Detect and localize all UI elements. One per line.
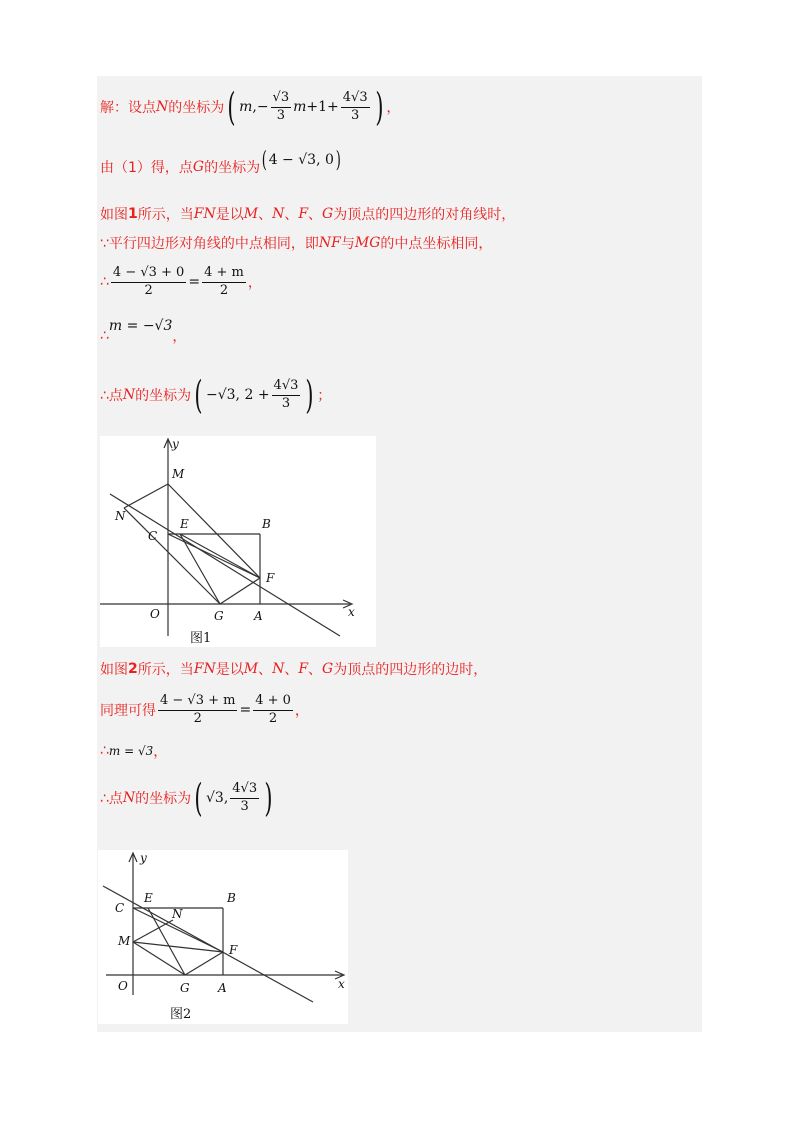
punct: ， xyxy=(247,275,262,291)
numerator: 4 − √3 + m xyxy=(158,694,237,711)
fraction xyxy=(158,694,237,727)
equals: = xyxy=(239,702,252,718)
label-n: N xyxy=(172,907,183,921)
figure-2-diagram xyxy=(98,850,348,1024)
var-m: m xyxy=(293,99,307,115)
therefore: ∴ xyxy=(100,743,109,759)
label-o: O xyxy=(118,979,128,993)
equation: m = √3 xyxy=(108,744,154,758)
label-y: y xyxy=(172,437,179,451)
denominator: 3 xyxy=(276,107,285,123)
coord-expression: ( √3, $\frac{4√3}{3}$ ) xyxy=(194,776,273,820)
label-o: O xyxy=(150,607,160,621)
text: 1 xyxy=(128,206,138,222)
var: MG xyxy=(354,235,381,251)
therefore: ∴ xyxy=(100,274,109,290)
fraction xyxy=(230,782,259,815)
text: 、 xyxy=(258,207,273,223)
denominator: 3 xyxy=(351,107,360,123)
label-x: x xyxy=(348,605,355,619)
text: ∴点 xyxy=(100,388,123,404)
fraction xyxy=(272,379,301,412)
var: G xyxy=(322,206,334,222)
line-6 xyxy=(100,315,186,343)
segment-gf xyxy=(220,578,260,604)
var-g: G xyxy=(192,159,205,175)
line-2 xyxy=(100,147,342,182)
label-g: G xyxy=(180,981,190,995)
line-3 xyxy=(100,203,515,225)
label-f: F xyxy=(229,943,238,957)
line-10 xyxy=(100,738,167,764)
label-c: C xyxy=(148,529,158,543)
text: 如图 xyxy=(100,662,128,678)
numerator: 4√3 xyxy=(230,782,259,799)
label-y: y xyxy=(140,851,147,865)
fraction xyxy=(202,266,246,299)
figure-1-diagram xyxy=(100,436,376,647)
plus: +1+ xyxy=(306,99,339,115)
line-4 xyxy=(100,232,492,254)
numerator: 4 + m xyxy=(202,266,246,283)
coord-expression: ( −√3, 2 + $\frac{4√3}{3}$ ) xyxy=(194,373,314,417)
var-n: N xyxy=(122,387,136,403)
numerator: 4 + 0 xyxy=(253,694,293,711)
line-9 xyxy=(100,690,309,730)
equals: = xyxy=(188,274,201,290)
text: 为顶点的四边形的对角线时， xyxy=(333,207,516,223)
coord-expression: ( m , − $\frac{√3}{3}$ m +1+ $\frac{4√3}{3}$ ) xyxy=(227,85,384,129)
line-8 xyxy=(100,658,487,680)
text: 的中点坐标相同， xyxy=(380,236,493,252)
text: 、 xyxy=(258,662,273,678)
text: 的坐标为 xyxy=(135,791,192,807)
var-m: m xyxy=(239,99,253,115)
var: N xyxy=(272,661,285,677)
equation: m = −√3 xyxy=(108,318,173,334)
equation xyxy=(156,694,295,727)
segment-mn xyxy=(133,920,173,942)
label-e: E xyxy=(180,517,189,531)
line-5 xyxy=(100,262,262,302)
figure-2-caption: 图2 xyxy=(170,1007,192,1022)
line-7 xyxy=(100,370,331,420)
label-b: B xyxy=(227,891,236,905)
punct: ， xyxy=(386,100,401,116)
fraction xyxy=(271,91,292,124)
equation xyxy=(109,266,248,299)
denominator: 2 xyxy=(193,710,202,726)
numerator: 4√3 xyxy=(341,91,370,108)
var: FN xyxy=(193,206,216,222)
text: ∴点 xyxy=(100,791,123,807)
var-n: N xyxy=(156,99,169,115)
text: 的坐标为 xyxy=(204,160,261,176)
figure-1 xyxy=(100,436,376,647)
therefore: ∴ xyxy=(100,328,109,344)
denominator: 3 xyxy=(240,798,249,814)
line-1 xyxy=(100,82,400,132)
label-c: C xyxy=(115,901,125,915)
segment-cf xyxy=(168,534,260,578)
punct: ； xyxy=(317,388,332,404)
line-11 xyxy=(100,773,276,823)
text: 、 xyxy=(308,662,323,678)
text: 解：设点 xyxy=(100,100,156,116)
denominator: 2 xyxy=(144,282,153,298)
segment-gf xyxy=(185,952,223,975)
figure-2 xyxy=(98,850,348,1024)
text: 是以 xyxy=(215,662,244,678)
label-m: M xyxy=(118,934,131,948)
fraction xyxy=(253,694,293,727)
coord: −√3, 2 + xyxy=(206,387,270,403)
coord-expression: ( 4 − √3, 0 ) xyxy=(261,147,341,173)
coord: √3, xyxy=(206,790,229,806)
punct: ， xyxy=(294,703,309,719)
var: G xyxy=(322,661,334,677)
text: 的坐标为 xyxy=(135,388,192,404)
text: 是以 xyxy=(215,207,244,223)
text: 为顶点的四边形的边时， xyxy=(333,662,488,678)
text: 由（1）得，点 xyxy=(100,160,193,176)
fraction xyxy=(111,266,186,299)
numerator: 4√3 xyxy=(272,379,301,396)
label-f: F xyxy=(266,571,275,585)
text: 所示，当 xyxy=(137,662,194,678)
comma: , xyxy=(252,99,257,115)
minus: − xyxy=(256,99,269,115)
var: M xyxy=(243,206,259,222)
text: 的坐标为 xyxy=(168,100,225,116)
text: 如图 xyxy=(100,207,128,223)
line-nf xyxy=(110,494,340,636)
label-a: A xyxy=(254,609,263,623)
label-e: E xyxy=(144,891,153,905)
denominator: 3 xyxy=(281,395,291,411)
figure-1-caption: 图1 xyxy=(190,631,212,646)
text: 所示，当 xyxy=(137,207,194,223)
segment-mf xyxy=(168,484,260,578)
punct: ， xyxy=(172,329,187,345)
label-b: B xyxy=(262,517,271,531)
text: ∵平行四边形对角线的中点相同，即 xyxy=(100,236,319,252)
denominator: 2 xyxy=(219,282,229,298)
label-a: A xyxy=(218,981,227,995)
var-n: N xyxy=(122,790,136,806)
var: F xyxy=(298,661,309,677)
text: 与 xyxy=(340,236,355,252)
text: 同理可得 xyxy=(100,703,156,719)
text: 、 xyxy=(284,662,299,678)
var: N xyxy=(272,206,285,222)
var: FN xyxy=(193,661,216,677)
label-m: M xyxy=(172,467,185,481)
var: F xyxy=(298,206,309,222)
label-x: x xyxy=(338,977,345,991)
text: 、 xyxy=(308,207,323,223)
label-g: G xyxy=(214,609,224,623)
text: 、 xyxy=(284,207,299,223)
numerator: 4 − √3 + 0 xyxy=(111,266,186,283)
label-n: N xyxy=(115,509,126,523)
coord: 4 − √3, 0 xyxy=(268,152,334,168)
var: M xyxy=(243,661,259,677)
denominator: 2 xyxy=(268,710,278,726)
text: 2 xyxy=(128,661,138,677)
numerator: √3 xyxy=(271,91,292,108)
fraction xyxy=(341,91,370,124)
segment-mn xyxy=(124,484,168,508)
var: NF xyxy=(318,235,341,251)
punct: ， xyxy=(153,744,168,760)
